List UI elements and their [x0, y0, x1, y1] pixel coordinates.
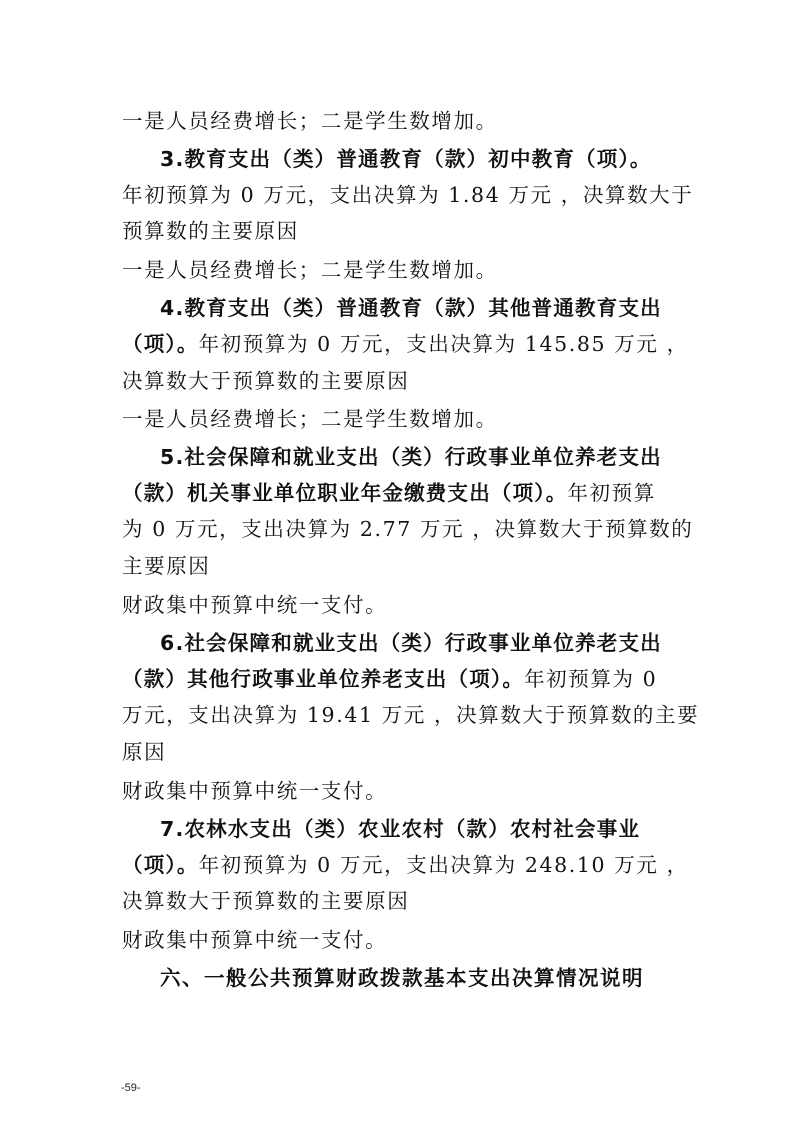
text-line: 为 0 万元，支出决算为 2.77 万元 ，决算数大于预算数的: [122, 517, 694, 541]
text-line: 财政集中预算中统一支付。: [122, 779, 388, 803]
text-line: 年初预算为 0 万元，支出决算为 1.84 万元 ，决算数大于: [122, 183, 694, 207]
item-6-text: 年初预算为 0: [524, 667, 658, 691]
text-line: 财政集中预算中统一支付。: [122, 593, 388, 617]
section-heading: 六、一般公共预算财政拨款基本支出决算情况说明: [160, 966, 644, 990]
item-4-text: 年初预算为 0 万元，支出决算为 145.85 万元 ，: [198, 332, 689, 356]
item-5-heading-cont: （款）机关事业单位职业年金缴费支出（项）。: [122, 481, 568, 505]
item-3-heading: 3.教育支出（类）普通教育（款）初中教育（项）。: [160, 147, 652, 171]
text-line: 财政集中预算中统一支付。: [122, 928, 388, 952]
item-7-line-2: [122, 851, 689, 879]
text-line: 决算数大于预算数的主要原因: [122, 369, 410, 393]
item-6-heading: 6.社会保障和就业支出（类）行政事业单位养老支出: [160, 631, 662, 655]
text-line: 原因: [122, 740, 167, 764]
item-5-heading: 5.社会保障和就业支出（类）行政事业单位养老支出: [160, 445, 662, 469]
text-line: 一是人员经费增长；二是学生数增加。: [122, 109, 498, 133]
text-line: 一是人员经费增长；二是学生数增加。: [122, 258, 498, 282]
text-line: 主要原因: [122, 554, 211, 578]
item-4-line-2: [122, 330, 689, 358]
item-6-line-2: [122, 665, 657, 693]
item-6-heading-cont: （款）其他行政事业单位养老支出（项）。: [122, 667, 525, 691]
item-5-text: 年初预算: [567, 481, 656, 505]
item-5-line-2: [122, 479, 656, 507]
item-7-text: 年初预算为 0 万元，支出决算为 248.10 万元 ，: [198, 853, 689, 877]
item-7-heading: 7.农林水支出（类）农业农村（款）农村社会事业: [160, 817, 641, 841]
text-line: 万元，支出决算为 19.41 万元 ，决算数大于预算数的主要: [122, 703, 700, 727]
page-number: -59-: [121, 1082, 141, 1094]
text-line: 决算数大于预算数的主要原因: [122, 889, 410, 913]
item-7-heading-cont: （项）。: [122, 853, 199, 877]
item-4-heading-cont: （项）。: [122, 332, 199, 356]
text-line: 预算数的主要原因: [122, 219, 299, 243]
text-line: 一是人员经费增长；二是学生数增加。: [122, 407, 498, 431]
item-4-heading: 4.教育支出（类）普通教育（款）其他普通教育支出: [160, 296, 662, 320]
